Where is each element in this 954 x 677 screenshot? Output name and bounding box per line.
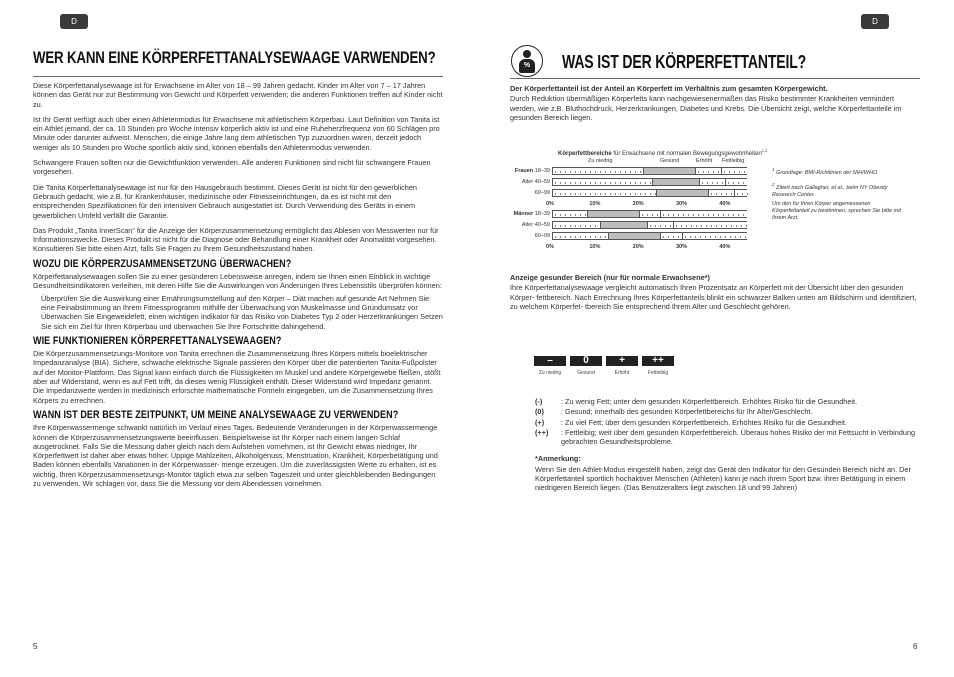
lead-text: Der Körperfettanteil ist der Anteil an Körperfett im Verhältnis zum gesamten Körpergewicht. bbox=[510, 84, 828, 93]
bar-segment bbox=[709, 190, 735, 196]
row-label: 60–99 bbox=[534, 190, 550, 196]
tick-label: 30% bbox=[676, 201, 688, 207]
bar-segment bbox=[683, 233, 748, 239]
indicator-plusplus: ++ bbox=[642, 356, 674, 366]
tick-label: 40% bbox=[719, 201, 731, 207]
chart-bar bbox=[552, 210, 747, 218]
left-body bbox=[33, 81, 443, 494]
indicator-label: Gesund bbox=[577, 370, 595, 376]
indicator-label: Erhöht bbox=[614, 370, 630, 376]
display-section bbox=[510, 273, 920, 317]
legend bbox=[535, 397, 920, 499]
chart-bar bbox=[552, 189, 747, 197]
category-label: Fettleibig bbox=[722, 158, 745, 164]
section-heading: Anzeige gesunder Bereich (nur für normale Erwachsene*) bbox=[510, 273, 710, 282]
chart-bar bbox=[552, 232, 747, 240]
body-fat-chart bbox=[510, 148, 910, 260]
bar-segment bbox=[735, 190, 748, 196]
paragraph: Das Produkt „Tanita InnerScan“ für die Anzeige der Körperzusammensetzung ermöglicht das Ablesen von Messwerten nur für Informationszwecke. Dieses Produkt ist nicht für die Diagnose oder Behandlung einer Krankheit oder Anomalität vorgesehen. Konsultieren Sie bitte einen Arzt, falls Sie Fragen zu Ihrem Gesundheitszustand haben. bbox=[33, 225, 439, 254]
paragraph: Ihre Körperfettanalysewaage vergleicht automatisch Ihren Prozentsatz an Körperfett mit der Übersicht über den gesunden Körper- fettbereich. Nach Errechnung Ihres Körperfettanteils blinkt ein schwarzer Balken unten am Bildschirm und identifiziert, zu welchem Körperfet- tbereich Sie entsprechend Ihrem Alter und Geschlecht gehören. bbox=[510, 283, 917, 311]
indicator-label: Fettleibig bbox=[647, 370, 669, 376]
category-label: Gesund bbox=[660, 158, 680, 164]
person-percent-icon: % bbox=[511, 45, 543, 77]
legend-text: : Zu wenig Fett; unter dem gesunden Körperfettbereich. Erhöhtes Risiko für die Gesundheit. bbox=[561, 397, 858, 406]
bar-segment bbox=[553, 233, 609, 239]
legend-text: : Fettleibig; weit über dem gesunden Körperfettbereich. Überaus hohes Risiko der mit Fettsucht in Verbindung gebrachten Gesundheitsprobleme. bbox=[561, 427, 916, 447]
paragraph: Ihre Körperwassermenge schwankt natürlich im Verlauf eines Tages. Bedeutende Veränderungen in der Körperwassermenge können die Körperzusammensetzungswerte beeinflussen. Beispielsweise ist Ihr Körper nach einem langen Schlaf ausgetrocknet. Falls Sie die Messung daher gleich nach dem Aufstehen vornehmen, ist Ihr Gewicht etwas niedriger, Ihr Körperfettwert ist daher aber etwas höher. Üppige Mahlzeiten, Alkoholgenuss, Menstruation, Krankheit, Körperbetätigung und Baden können ebenfalls Variationen in der Körperwasser- menge erzeugen. Um die zuverlässigsten Werte zu erhalten, ist es wichtig, Ihren Körperzusammensetzungs-Monitor täglich etwa zur selben Tageszeit und unter gleichbleibenden Bedingungen zu verwenden. Wir schlagen vor, dass Sie die Messung vor dem Abendessen vornehmen. bbox=[33, 423, 438, 488]
bar-segment bbox=[609, 233, 661, 239]
tick-label: 40% bbox=[719, 244, 731, 250]
bar-segment bbox=[601, 222, 649, 228]
row-label: Männer 18–39 bbox=[513, 211, 550, 217]
chart-bar bbox=[552, 167, 747, 175]
paragraph: Die Körperzusammensetzungs-Monitore von Tanita errechnen die Zusammensetzung Ihres Körpers mittels bioelektrischer Impedanzanalyse (BIA). Sichere, schwache elektrische Signale passieren den Körper über die patentierten Tanita-Fußpolster auf der Monitor-Plattform. Das Signal kann einfach durch die Flüssigkeiten im Muskel und andere Körpergewebe fließen, stößt aber auf Widerstand, wenn es auf Fett trifft, da dieses wenig Flüssigkeit enthält. Dieser Widerstand wird Impedanz genannt. Die Impedanzwerte werden in medizinisch erforschte mathematische Formeln eingegeben, um die Zusammensetzung Ihres Körpers zu errechnen. bbox=[33, 349, 441, 405]
row-label: Alter 40–59 bbox=[521, 179, 550, 185]
category-label: Erhöht bbox=[696, 158, 713, 164]
tick-label: 10% bbox=[589, 244, 601, 250]
bar-segment bbox=[553, 211, 588, 217]
bar-segment bbox=[696, 168, 722, 174]
row-label: 60–99 bbox=[534, 233, 550, 239]
title-rule bbox=[33, 76, 443, 77]
page-number: 6 bbox=[913, 642, 918, 651]
bar-segment bbox=[553, 179, 653, 185]
indicator-minus: – bbox=[534, 356, 566, 366]
bar-segment bbox=[644, 168, 696, 174]
row-label: Frauen 18–39 bbox=[514, 168, 550, 174]
legend-item bbox=[535, 407, 920, 416]
bar-segment bbox=[653, 179, 701, 185]
page-title: WAS IST DER KÖRPERFETTANTEIL? bbox=[562, 52, 807, 72]
footnote: $^2$ Zitiert nach Gallagher, et al., beim NY Obesity Research Center. bbox=[772, 182, 888, 198]
indicator-zero: 0 bbox=[570, 356, 602, 366]
legend-item bbox=[535, 418, 920, 427]
bar-segment bbox=[661, 233, 683, 239]
language-tab: D bbox=[861, 14, 889, 29]
title-rule bbox=[510, 78, 920, 79]
paragraph: Diese Körperfettanalysewaage ist für Erwachsene im Alter von 18 – 99 Jahren gedacht. Kinder im Alter von 7 – 17 Jahren können das Gerät nur zur Bestimmung von Gewicht und Körperfett verwenden; die anderen Funktionen treffen auf Kinder nicht zu. bbox=[33, 81, 443, 109]
bar-segment bbox=[700, 179, 726, 185]
bar-segment bbox=[640, 211, 662, 217]
chart-bar bbox=[552, 178, 747, 186]
indicator-label: Zu niedrig bbox=[538, 370, 562, 376]
bar-segment bbox=[726, 179, 748, 185]
bar-segment bbox=[553, 222, 601, 228]
footnote: $^1$ Grundlage: BMI-Richtlinien der NIH/WHO. bbox=[772, 167, 879, 176]
note-text: Wenn Sie den Athlet-Modus eingestellt haben, zeigt das Gerät den Indikator für den Gesunden Bereich nicht an. Der Körperfettanteil sportlich hochaktiver Menschen (Athleten) kann je nach ihrem Sport bzw. ihrer Betätigung in einem niedrigeren Bereich liegen. (Das Benutzeralters liegt zwischen 18 und 99 Jahren) bbox=[535, 464, 911, 493]
indicator-plus: + bbox=[606, 356, 638, 366]
paragraph: Die Tanita Körperfettanalysewaage ist nur für den Hausgebrauch bestimmt. Dieses Gerät ist nicht für den gewerblichen Gebrauch gedacht, wie z.B. für Krankenhäuser, medizinische oder Fitnesseinrichtungen, da es ist nicht mit den entsprechenden Spezifikationen für den intensiven Gebrauch ausgestattet ist. Durch Verwendung des Geräts in einem gewerblichen Umfeld verfällt die Garantie. bbox=[33, 182, 417, 220]
tick-label: 20% bbox=[632, 244, 644, 250]
tick-label: 20% bbox=[632, 201, 644, 207]
legend-symbol: (+) bbox=[535, 417, 545, 427]
legend-item bbox=[535, 397, 920, 406]
paragraph: Überprüfen Sie die Auswirkung einer Ernährungsumstellung auf den Körper – Diät machen auf gesunde Art Nehmen Sie eine Feinabstimmung an Ihrem Fitnessprogramm mithilfe der Überwachung von Muskelmasse und Grundumsatz vor Überwachen Sie Eingeweidefett, einen wichtigen Indikator für das Risiko von Diabetes Typ 2 oder Herzerkrankungen Setzen Sie sich ein Ziel für Ihren Körperbau und überwachen Sie Ihre Fortschritte dahingehend. bbox=[41, 293, 443, 331]
chart-bar bbox=[552, 221, 747, 229]
legend-text: : Zu viel Fett; über dem gesunden Körperfettbereich. Erhöhtes Risiko für die Gesundheit. bbox=[561, 417, 847, 427]
footnote: Um den für Ihren Körper angemessenen Körperfettanteil zu bestimmen, sprechen Sie bitte mit Ihrem Arzt. bbox=[772, 201, 902, 221]
legend-symbol: (++) bbox=[535, 427, 549, 437]
paragraph: Schwangere Frauen sollten nur die Gewichtfunktion verwenden. Alle anderen Funktionen sind nicht für schwangere Frauen vorgesehen. bbox=[33, 158, 431, 177]
row-label: Alter 40–59 bbox=[521, 222, 550, 228]
tick-label: 10% bbox=[589, 201, 601, 207]
legend-text: : Gesund; innerhalb des gesunden Körperfettbereichs für Ihr Alter/Geschlecht. bbox=[561, 407, 813, 417]
section-heading: WANN IST DER BESTE ZEITPUNKT, UM MEINE ANALYSEWAAGE ZU VERWENDEN? bbox=[33, 408, 399, 421]
chart-title: Körperfettbereiche für Erwachsene mit normalen Bewegungsgewohnheiten$^{1,2}$ bbox=[558, 148, 768, 157]
note-heading: *Anmerkung: bbox=[535, 454, 581, 464]
bar-segment bbox=[661, 211, 748, 217]
bar-segment bbox=[657, 190, 709, 196]
page-number: 5 bbox=[33, 642, 38, 651]
legend-symbol: (0) bbox=[535, 407, 544, 417]
category-label: Zu niedrig bbox=[588, 158, 613, 164]
language-tab: D bbox=[60, 14, 88, 29]
section-heading: WIE FUNKTIONIEREN KÖRPERFETTANALYSEWAAGEN? bbox=[33, 334, 282, 347]
tick-label: 0% bbox=[546, 244, 554, 250]
tick-label: 30% bbox=[676, 244, 688, 250]
bar-segment bbox=[648, 222, 674, 228]
bar-segment bbox=[553, 190, 657, 196]
legend-item bbox=[535, 428, 920, 447]
bar-segment bbox=[553, 168, 644, 174]
paragraph: Durch Reduktion übermäßigen Körperfetts kann nachgewiesenermaßen das Risiko bestimmter Krankheiten vermindert werden, wie z.B. Bluthochdruck, Herzerkrankungen, Diabetes und Krebs. Die Übersicht zeigt, welche Körperfettanteile im gesunden Bereich liegen. bbox=[510, 94, 902, 122]
tick-label: 0% bbox=[546, 201, 554, 207]
intro-text bbox=[510, 84, 920, 128]
bar-segment bbox=[674, 222, 748, 228]
section-heading: WOZU DIE KÖRPERZUSAMMENSETZUNG ÜBERWACHEN? bbox=[33, 257, 292, 270]
paragraph: Körperfettanalysewaagen sollen Sie zu einer gesünderen Lebensweise anregen, indem sie Ihnen einen Einblick in wichtige Gesundheitsindikatoren verleihen, mit deren Hilfe Sie die Auswirkungen von Änderungen Ihres Lebensstils überprüfen können: bbox=[33, 272, 442, 291]
bar-segment bbox=[722, 168, 748, 174]
bar-segment bbox=[588, 211, 640, 217]
page-title: WER KANN EINE KÖRPERFETTANALYSEWAAGE VARWENDEN? bbox=[33, 48, 436, 67]
paragraph: Ist Ihr Gerät verfügt auch über einen Athletenmodus für Erwachsene mit athletischem Körperbau. Laut Definition von Tanita ist ein Athlet jemand, der ca. 10 Stunden pro Woche intensiv körperlich aktiv ist und eine Ruheherzfrequenz von 60 Schlägen pro Minute oder darunter aufweist. Menschen, die einige Jahre lang dem athletischen Typ zuzuordnen waren, derzeit jedoch weniger als 10 Stunden pro Woche sportlich aktiv sind, können ebenfalls den Athletenmodus verwenden. bbox=[33, 114, 440, 152]
legend-symbol: (-) bbox=[535, 397, 543, 406]
